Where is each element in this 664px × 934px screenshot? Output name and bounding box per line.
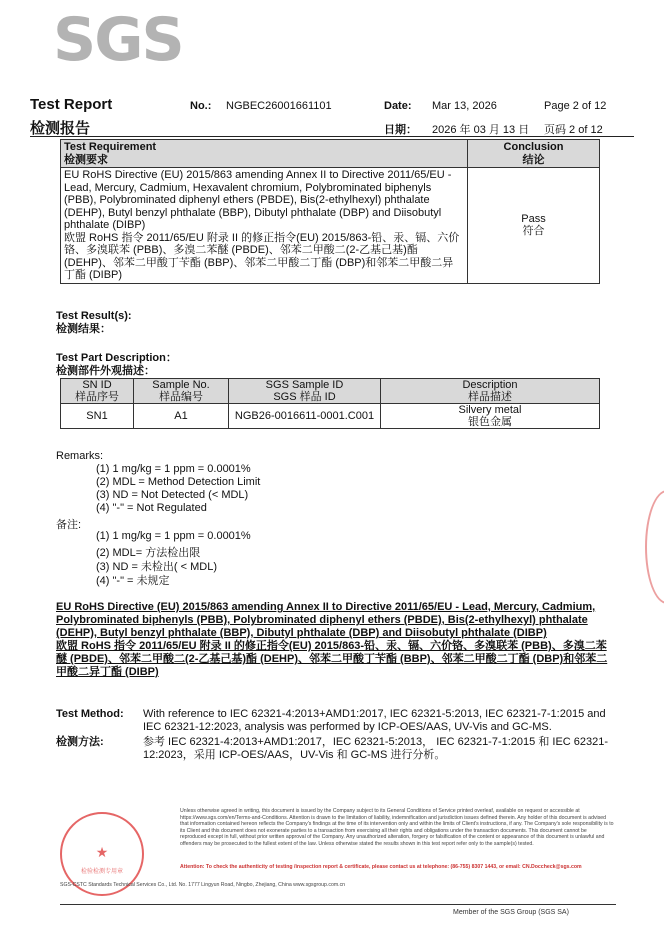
remarks-label-en: Remarks: xyxy=(56,450,104,462)
requirement-header: Test Requirement 检测要求 xyxy=(61,140,468,168)
remark-en-3: (3) ND = Not Detected (< MDL) xyxy=(96,489,249,501)
side-seal xyxy=(645,490,664,604)
date-value: Mar 13, 2026 xyxy=(432,100,497,112)
header-divider xyxy=(30,136,634,137)
remark-en-4: (4) "-" = Not Regulated xyxy=(96,502,207,514)
remark-cn-4: (4) "-" = 未规定 xyxy=(96,575,170,587)
footer-divider xyxy=(60,904,616,905)
eu-rohs-title-cn: 欧盟 RoHS 指令 2011/65/EU 附录 II 的修正指令(EU) 2015/863-铅、汞、镉、六价铬、多溴联苯 (PBB)、多溴二苯醚 (PBDE)、邻苯二甲酸二(2-乙基己基)酯 (DEHP)、邻苯二甲酸丁苄酯 (BBP)、邻苯二甲酸二丁酯 (DBP)和邻苯二甲酸二异丁酯 (DIBP) xyxy=(56,640,608,678)
footer-attention: Attention: To check the authenticity of testing /inspection report & certificate, please contact us at telephone: (86-755) 8307 1443, or email: CN.Doccheck@sgs.com xyxy=(180,864,582,870)
report-title-cn: 检测报告 xyxy=(30,120,91,137)
test-method-label-cn: 检测方法: xyxy=(56,736,104,748)
page-number-cn: 页码 2 of 12 xyxy=(544,124,603,136)
conclusion-header: Conclusion 结论 xyxy=(468,140,600,168)
col-header-description: Description 样品描述 xyxy=(381,379,600,404)
remarks-label-cn: 备注: xyxy=(56,519,82,531)
stamp-text: 检验检测专用章 xyxy=(80,869,123,875)
eu-rohs-section-title xyxy=(56,601,616,679)
col-header-sample: Sample No. 样品编号 xyxy=(134,379,229,404)
eu-rohs-title-en: EU RoHS Directive (EU) 2015/863 amending Annex II to Directive 2011/65/EU - Lead, Mercury, Cadmium, Polybrominated biphenyls (PBB), Polybrominated diphenyl ethers (PBDE), Bis(2-ethylhexyl) phthalate (DEHP), Butyl benzyl phthalate (BBP), Dibutyl phthalate (DBP) and Diisobutyl phthalate (DIBP) xyxy=(56,601,596,639)
date-value-cn: 2026 年 03 月 13 日 xyxy=(432,124,530,136)
report-no-value: NGBEC26001661101 xyxy=(226,100,332,112)
part-description-table xyxy=(60,378,600,429)
conclusion-value: Pass 符合 xyxy=(468,168,600,284)
cell-sn: SN1 xyxy=(61,404,134,429)
date-label: Date: xyxy=(384,100,412,112)
footer-address: SGS-CSTC Standards Technical Services Co., Ltd. No. 1777 Lingyun Road, Ningbo, Zhejiang, China www.sgsgroup.com.cn xyxy=(60,882,346,888)
remark-cn-2: (2) MDL= 方法检出限 xyxy=(96,547,201,559)
table-row xyxy=(61,404,600,429)
cell-sgs-id: NGB26-0016611-0001.C001 xyxy=(229,404,381,429)
report-title-en: Test Report xyxy=(30,96,113,113)
footer-disclaimer: Unless otherwise agreed in writing, this document is issued by the Company subject to its General Conditions of Service printed overleaf, available on request or accessible at https://www.sgs.com/en/Terms-and-Conditions. Attention is drawn to the limitation of liability, indemnification and jurisdiction issues defined therein. Any holder of this document is advised that information contained hereon reflects the Company's findings at the time of its intervention only and within the limits of Client's instructions, if any. The Company's sole responsibility is to its Client and this document does not exonerate parties to a transaction from exercising all their rights and obligations under the transaction documents. This document cannot be reproduced except in full, without prior written approval of the Company. Any unauthorized alteration, forgery or falsification of the content or appearance of this document is unlawful and offenders may be prosecuted to the fullest extent of the law. Unless otherwise stated the results shown in this test report refer only to the sample(s) tested. xyxy=(180,808,614,847)
footer-member: Member of the SGS Group (SGS SA) xyxy=(453,909,569,916)
test-results-label-en: Test Result(s): xyxy=(56,310,132,322)
star-icon: ★ xyxy=(95,844,109,860)
remark-en-2: (2) MDL = Method Detection Limit xyxy=(96,476,261,488)
sgs-logo: SGS xyxy=(53,5,183,75)
date-label-cn: 日期： xyxy=(384,124,417,136)
report-no-label: No.: xyxy=(190,100,212,112)
test-method-text-cn: 参考 IEC 62321-4:2013+AMD1:2017，IEC 62321-5:2013， IEC 62321-7-1:2015 和 IEC 62321-12:2023，采用 ICP-OES/AAS，UV-Vis 和 GC-MS 进行分析。 xyxy=(143,736,609,761)
page-number-en: Page 2 of 12 xyxy=(544,100,607,112)
remark-en-1: (1) 1 mg/kg = 1 ppm = 0.0001% xyxy=(96,463,251,475)
remark-cn-1: (1) 1 mg/kg = 1 ppm = 0.0001% xyxy=(96,530,251,542)
requirement-table xyxy=(60,139,600,284)
requirement-text: EU RoHS Directive (EU) 2015/863 amending Annex II to Directive 2011/65/EU - Lead, Mercury, Cadmium, Hexavalent chromium, Polybrominated biphenyls (PBB), Polybrominated diphenyl ethers (PBDE), Bis(2-ethylhexyl) phthalate (DEHP), Butyl benzyl phthalate (BBP), Dibutyl phthalate (DBP) and Diisobutyl phthalate (DIBP) 欧盟 RoHS 指令 2011/65/EU 附录 II 的修正指令(EU) 2015/863-铅、汞、镉、六价铬、多溴联苯 (PBB)、多溴二苯醚 (PBDE)、邻苯二甲酸二(2-乙基己基)酯 (DEHP)、邻苯二甲酸丁苄酯 (BBP)、邻苯二甲酸二丁酯 (DBP)和邻苯二甲酸二异丁酯 (DIBP) xyxy=(61,168,468,284)
part-description-label-en: Test Part Description： xyxy=(56,352,177,364)
part-description-label-cn: 检测部件外观描述： xyxy=(56,365,155,377)
col-header-sgs-id: SGS Sample ID SGS 样品 ID xyxy=(229,379,381,404)
cell-sample: A1 xyxy=(134,404,229,429)
col-header-sn: SN ID 样品序号 xyxy=(61,379,134,404)
test-method-text-en: With reference to IEC 62321-4:2013+AMD1:2017, IEC 62321-5:2013, IEC 62321-7-1:2015 and IEC 62321-12:2023, analysis was performed by ICP-OES/AAS, UV-Vis and GC-MS. xyxy=(143,708,606,733)
remark-cn-3: (3) ND = 未检出( < MDL) xyxy=(96,561,218,573)
test-results-label-cn: 检测结果： xyxy=(56,323,111,335)
test-method-label-en: Test Method: xyxy=(56,708,124,720)
cell-description: Silvery metal 银色金属 xyxy=(381,404,600,429)
